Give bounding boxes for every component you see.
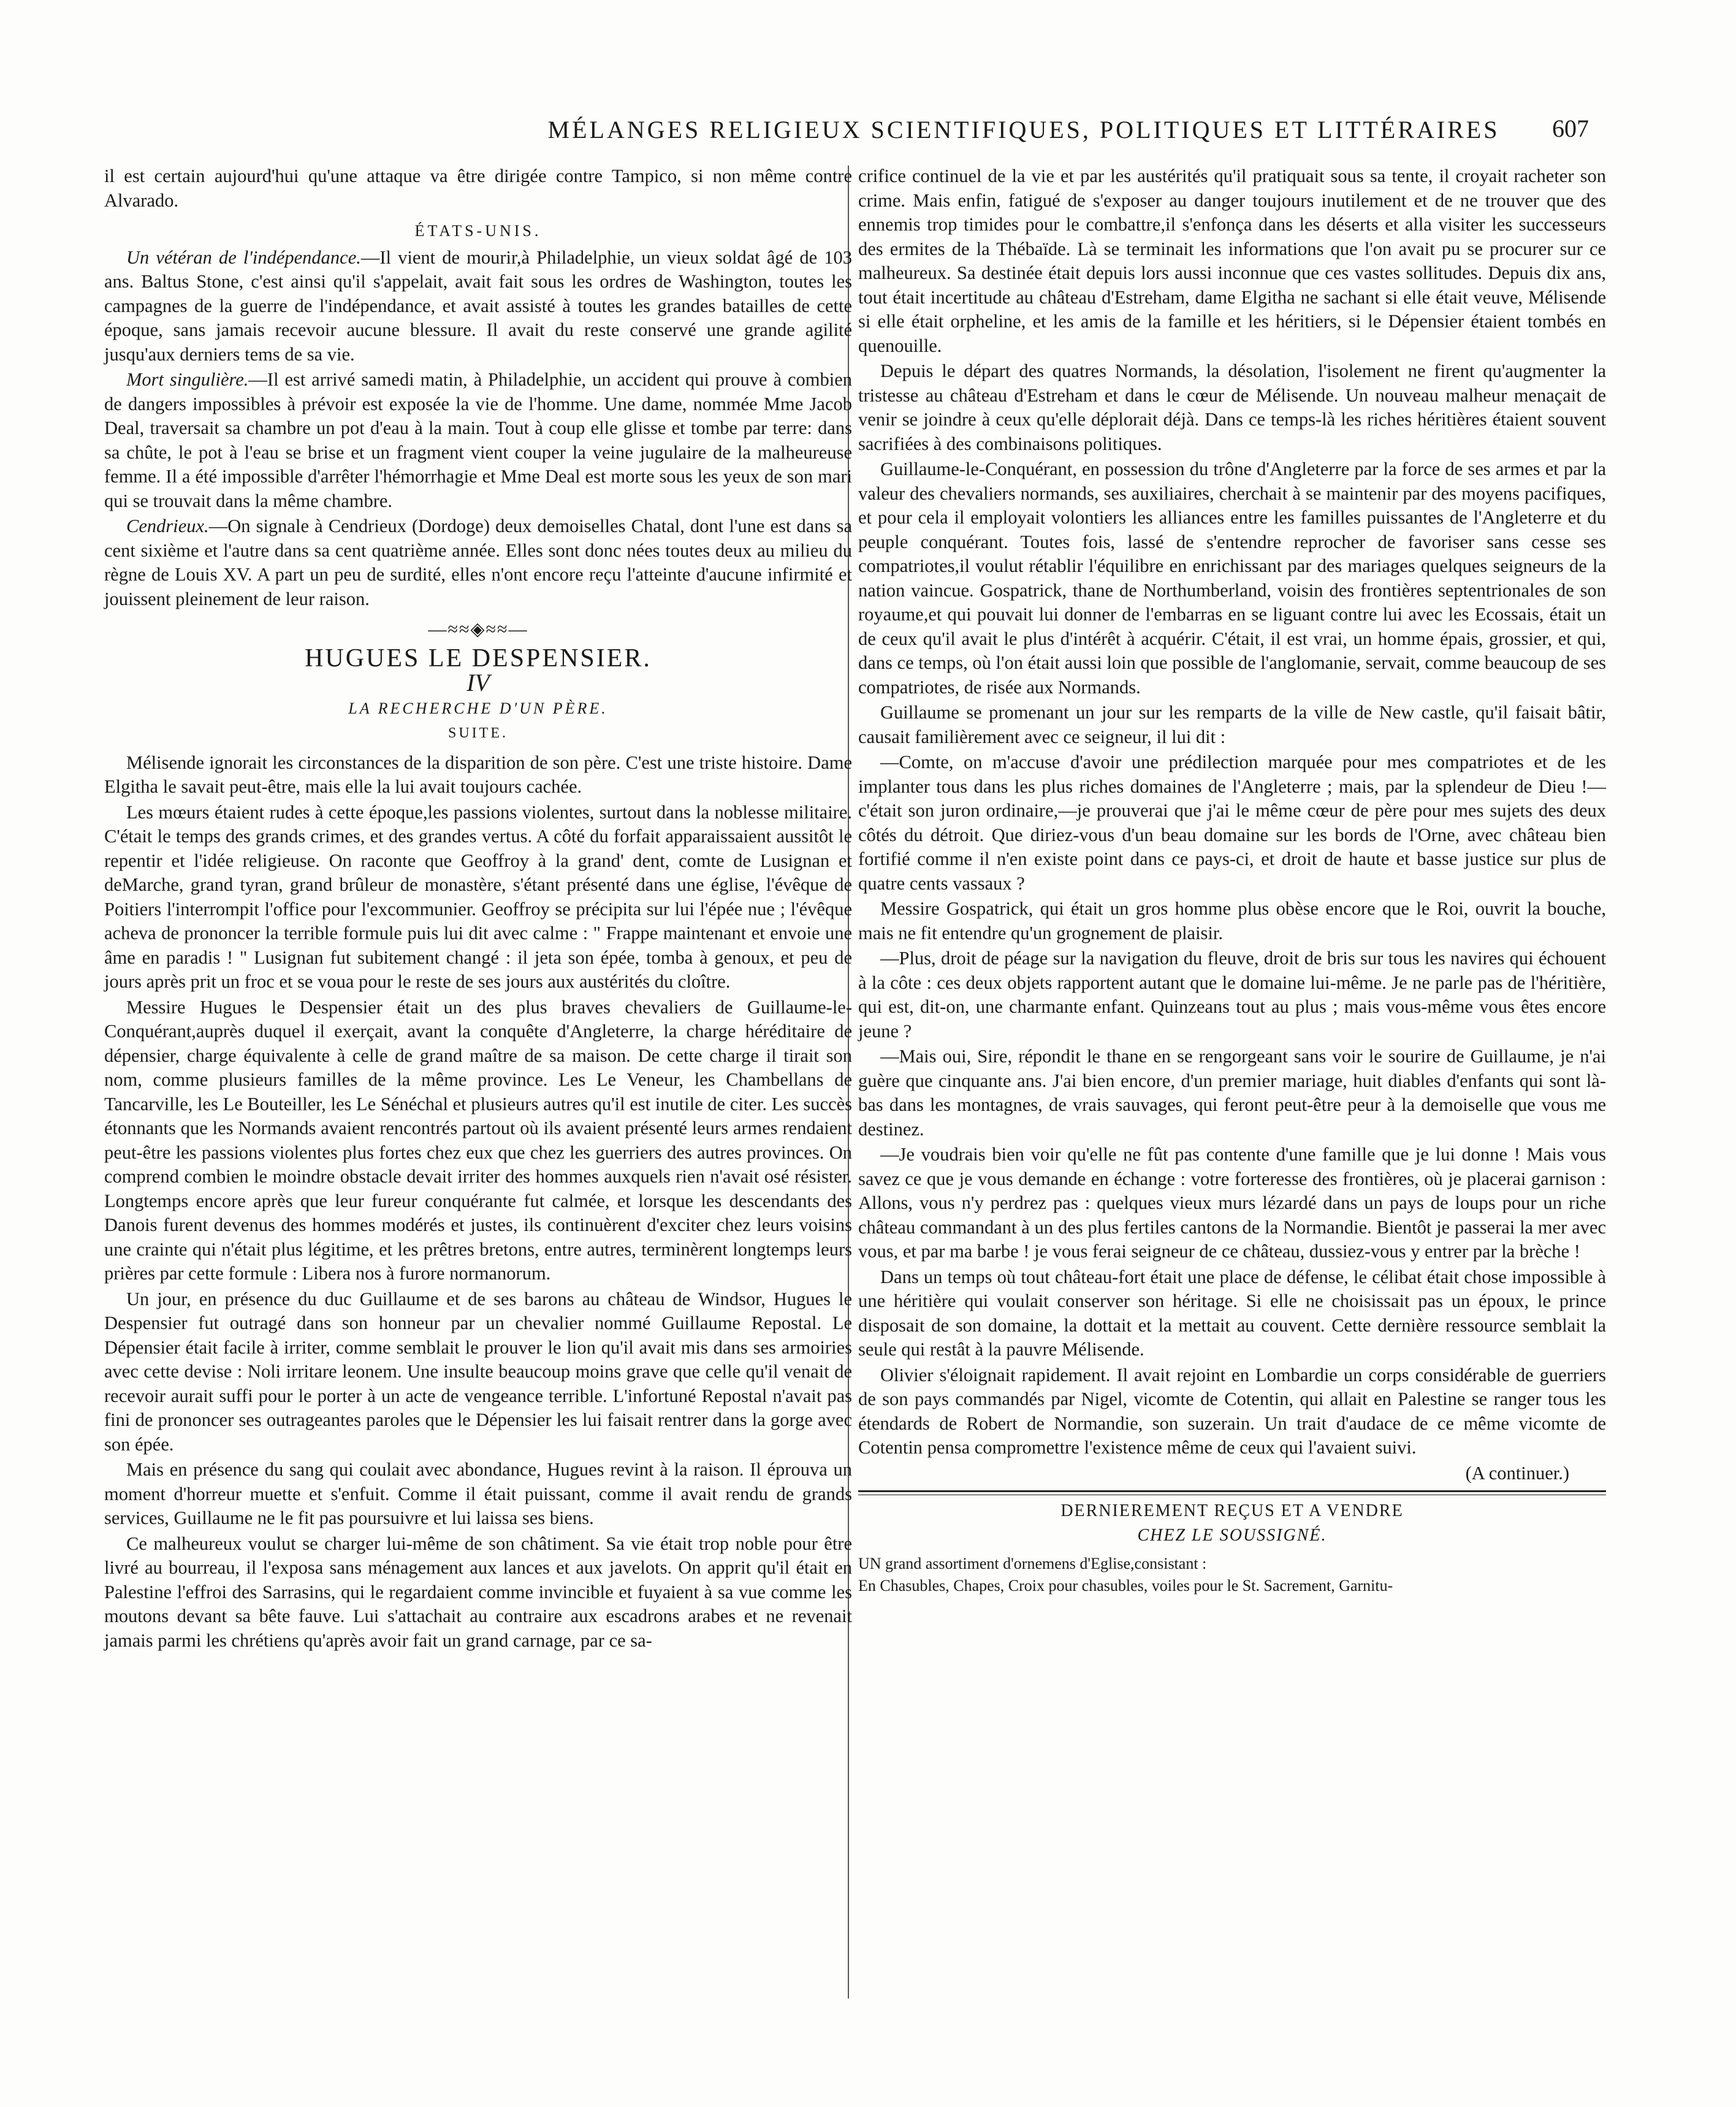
news-body-death: —Il est arrivé samedi matin, à Philadelphie, un accident qui prouve à combien de dangers impossibles à prévoir est exposée la vie de l'homme. Une dame, nommée Mme Jacob Deal, traversait sa chambre un pot d'eau à la main. Tout à coup elle glisse et tombe par terre: dans sa chûte, le pot à l'eau se brise et un fragment vient couper la veine jugulaire de la malheureuse femme. Il a été impossible d'arrêter l'hémorrhagie et Mme Deal est morte sous les yeux de son mari qui se trouvait dans la même chambre. — [104, 369, 852, 511]
story-paragraph: —Mais oui, Sire, répondit le thane en se rengorgeant sans voir le sourire de Guillaume, je n'ai guère que cinquante ans. J'ai bien encore, d'un premier mariage, huit diables d'enfants qui sont là-bas dans les montagnes, de vrais sauvages, qui feront peut-être peur à la demoiselle que vous me destinez. — [858, 1046, 1606, 1140]
advertisement-heading: DERNIEREMENT REÇUS ET A VENDRE — [1060, 1501, 1404, 1520]
story-paragraph: Guillaume-le-Conquérant, en possession du trône d'Angleterre par la force de ses armes et par la valeur des chevaliers normands, ses auxiliaires, cherchait à se maintenir par des moyens pacifiques, et pour cela il employait volontiers les alliances entre les familles puissantes de l'Angleterre et du peuple conquérant. Toutes fois, lassé de s'entendre reprocher de favoriser sans cesse ses compatriotes,il voulut rétablir l'équilibre en enrichissant par des mariages quelques seigneurs de la nation vaincue. Gospatrick, thane de Northumberland, voisin des frontières septentrionales de son royaume,et qui pouvait lui donner de l'embarras en se liguant contre lui avec les Ecossais, était un de ceux qu'il avait le plus d'intérêt à acquérir. C'était, il est vrai, un homme épais, grossier, et qui, dans ce temps, où l'on était aussi loin que possible de l'anglomanie, servait, comme beaucoup de ses compatriotes, de risée aux Normands. — [858, 459, 1606, 698]
page-header-title: MÉLANGES RELIGIEUX SCIENTIFIQUES, POLITIQUES ET LITTÉRAIRES — [547, 116, 1500, 143]
news-item-death — [104, 368, 852, 513]
story-chapter: IV — [466, 669, 490, 696]
story-title: HUGUES LE DESPENSIER. — [305, 644, 652, 672]
story-subtitle: LA RECHERCHE D'UN PÈRE. — [348, 699, 608, 717]
ornament-divider: —≈≈◈≈≈— — [428, 619, 528, 639]
advertisement-subheading: CHEZ LE SOUSSIGNÉ. — [1137, 1525, 1327, 1545]
story-paragraph: Les mœurs étaient rudes à cette époque,les passions violentes, surtout dans la noblesse militaire. C'était le temps des grands crimes, et des grandes vertus. A côté du forfait apparaissaient aussitôt le repentir et l'idée religieuse. On raconte que Geoffroy à la grand' dent, comte de Lusignan et deMarche, grand tyran, grand brûleur de monastère, s'étant présenté dans une église, l'évêque de Poitiers l'interrompit l'office pour l'excommunier. Geoffroy se précipita sur lui l'épée nue ; l'évêque acheva de prononcer la terrible formule puis lui dit avec calme : " Frappe maintenant et envoie une âme en paradis ! " Lusignan fut subitement changé : il jeta son épée, tomba à genoux, et peu de jours après prit un froc et se voua pour le reste de ses jours aux austérités du cloître. — [104, 801, 852, 992]
right-column — [858, 164, 1606, 1598]
section-heading-us: ÉTATS-UNIS. — [414, 222, 542, 240]
intro-paragraph: il est certain aujourd'hui qu'une attaque va être dirigée contre Tampico, si non même contre Alvarado. — [104, 166, 852, 211]
advertisement-line: UN grand assortiment d'ornemens d'Eglise,consistant : — [858, 1555, 1207, 1572]
news-item-veteran — [104, 246, 852, 367]
story-paragraph: Guillaume se promenant un jour sur les remparts de la ville de New castle, qu'il faisait bâtir, causait familièrement avec ce seigneur, il lui dit : — [858, 702, 1606, 747]
left-column — [104, 164, 852, 1654]
news-lead-death: Mort singulière. — [126, 369, 249, 390]
to-be-continued: (A continuer.) — [1465, 1462, 1569, 1484]
news-lead-cendrieux: Cendrieux. — [126, 516, 209, 536]
news-body-cendrieux: —On signale à Cendrieux (Dordoge) deux demoiselles Chatal, dont l'une est dans sa cent sixième et l'autre dans sa cent quatrième année. Elles sont donc nées toutes deux au milieu du règne de Louis XV. A part un peu de surdité, elles n'ont encore reçu l'atteinte d'aucune infirmité et jouissent pleinement de leur raison. — [104, 516, 852, 609]
story-paragraph: Depuis le départ des quatres Normands, la désolation, l'isolement ne firent qu'augmenter la tristesse au château d'Estreham et dans le cœur de Mélisende. Un nouveau malheur menaçait de venir se joindre à ceux qu'elle déplorait déjà. Dans ce temps-là les riches héritières étaient souvent sacrifiées à des combinaisons politiques. — [858, 360, 1606, 454]
story-paragraph: —Comte, on m'accuse d'avoir une prédilection marquée pour mes compatriotes et de les implanter tous dans les plus riches domaines de l'Angleterre ; mais, par la splendeur de Dieu !—c'était son juron ordinaire,—je prouverai que j'ai le même cœur de père pour mes sujets des deux côtés du détroit. Que diriez-vous d'un beau domaine sur les bords de l'Orne, avec château bien fortifié comme il n'en existe point dans ce pays-ci, et droit de haute et basse justice sur plus de quatre cents vassaux ? — [858, 752, 1606, 894]
story-paragraph: Mais en présence du sang qui coulait avec abondance, Hugues revint à la raison. Il éprouva un moment d'horreur muette et s'enfuit. Comme il était puissant, comme il avait rendu de grands services, Guillaume ne le fit pas poursuivre et lui laissa ses biens. — [104, 1459, 852, 1528]
advertisement-line: En Chasubles, Chapes, Croix pour chasubles, voiles pour le St. Sacrement, Garnitu- — [858, 1577, 1393, 1595]
story-paragraph: —Je voudrais bien voir qu'elle ne fût pas contente d'une famille que je lui donne ! Mais vous savez ce que je vous demande en échange : votre forteresse des frontières, où je placerai garnison : Allons, vous n'y perdrez pas : quelques vieux murs lézardé dans un pays de loups pour un riche château commandant à un des plus fertiles cantons de la Normandie. Bientôt je passerai la mer avec vous, et par ma barbe ! je vous ferai seigneur de ce château, dussiez-vous y entrer par la brèche ! — [858, 1144, 1606, 1262]
story-paragraph: Mélisende ignorait les circonstances de la disparition de son père. C'est une triste histoire. Dame Elgitha le savait peut-être, mais elle la lui avait toujours cachée. — [104, 752, 852, 797]
story-paragraph: Dans un temps où tout château-fort était une place de défense, le célibat était chose impossible à une héritière qui voulait conserver son héritage. Si elle ne choisissait pas un époux, le prince disposait de son domaine, la dottait et la mettait au couvent. Cette dernière ressource semblait la seule qui restât à la pauvre Mélisende. — [858, 1266, 1606, 1360]
news-body-veteran: —Il vient de mourir,à Philadelphie, un vieux soldat âgé de 103 ans. Baltus Stone, c'est ainsi qu'il s'appelait, avait fait sous les ordres de Washington, toutes les campagnes de la guerre de l'indépendance, et avait assisté à toutes les grandes batailles de cette époque, sans jamais recevoir aucune blessure. Il avait du reste conservé une grande agilité jusqu'aux derniers tems de sa vie. — [104, 246, 852, 365]
story-paragraph: crifice continuel de la vie et par les austérités qu'il pratiquait sous sa tente, il croyait racheter son crime. Mais enfin, fatigué de s'exposer au danger toujours inutilement et de ne trouver que des ennemis trop timides pour le combattre,il s'enfonça dans les déserts et alla visiter les successeurs des ermites de la Thébaïde. Là se terminait les informations que l'on avait pu se procurer sur ce malheureux. Sa destinée était depuis lors aussi inconnue que ces vastes sollitudes. Depuis dix ans, tout était incertitude au château d'Estreham, dame Elgitha ne sachant si elle était veuve, Mélisende si elle était orpheline, et les amis de la famille et les héritiers, si le Dépensier étaient tombés en quenouille. — [858, 166, 1606, 356]
story-paragraph: Olivier s'éloignait rapidement. Il avait rejoint en Lombardie un corps considérable de guerriers de son pays commandés par Nigel, vicomte de Cotentin, qui allait en Palestine se ranger tous les étendards de Robert de Normandie, son suzerain. Un trait d'audace de ce même vicomte de Cotentin pensa compromettre l'existence même de ceux qui l'avaient suivi. — [858, 1364, 1606, 1458]
news-lead-veteran: Un vétéran de l'indépendance. — [126, 246, 361, 268]
story-paragraph: —Plus, droit de péage sur la navigation du fleuve, droit de bris sur tous les navires qui échouent à la côte : ces deux objets rapportent autant que le domaine lui-même. Je ne parle pas de l'héritière, qui est, dit-on, une charmante enfant. Quinzeans tout au plus ; mais vous-même vous êtes encore jeune ? — [858, 948, 1606, 1042]
page-number: 607 — [1552, 115, 1589, 142]
article-end-rule — [858, 1490, 1606, 1495]
story-suite: SUITE. — [448, 725, 508, 741]
story-paragraph: Messire Hugues le Despensier était un des plus braves chevaliers de Guillaume-le-Conquérant,auprès duquel il exerçait, avant la conquête d'Angleterre, la charge héréditaire de dépensier, charge équivalente à celle de grand maître de sa maison. De cette charge il tirait son nom, comme plusieurs familles de la même province. Les Le Veneur, les Chambellans de Tancarville, les Le Bouteiller, les Le Sénéchal et plusieurs autres qu'il est inutile de citer. Les succès étonnants que les Normands avaient rencontrés partout où ils avaient présenté leurs armes rendaient peut-être les passions violentes plus fortes chez eux que chez les guerriers des autres provinces. On comprend combien le moindre obstacle devait irriter des hommes auxquels rien n'avait osé résister. Longtemps encore après que leur fureur conquérante fut calmée, et lorsque les descendants des Danois furent devenus des hommes modérés et justes, ils continuèrent d'exciter chez leurs voisins une crainte qui n'était plus légitime, et les prêtres bretons, entre autres, terminèrent longtemps leurs prières par cette formule : Libera nos à furore normanorum. — [104, 996, 852, 1284]
story-paragraph: Messire Gospatrick, qui était un gros homme plus obèse encore que le Roi, ouvrit la bouche, mais ne fit entendre qu'un grognement de plaisir. — [858, 898, 1606, 943]
story-paragraph: Un jour, en présence du duc Guillaume et de ses barons au château de Windsor, Hugues le Despensier fut outragé dans son honneur par un chevalier nommé Guillaume Repostal. Le Dépensier était facile à irriter, comme semblait le prouver le lion qu'il avait mis dans ses armoiries avec cette devise : Noli irritare leonem. Une insulte beaucoup moins grave que celle qu'il venait de recevoir aurait suffi pour le porter à un acte de vengeance terrible. L'infortuné Repostal n'avait pas fini de prononcer ses outrageantes paroles que le Dépensier les lui faisait rentrer dans la gorge avec son épée. — [104, 1288, 852, 1455]
story-paragraph: Ce malheureux voulut se charger lui-même de son châtiment. Sa vie était trop noble pour être livré au bourreau, il l'exposa sans ménagement aux lances et aux javelots. On apprit qu'il était en Palestine l'effroi des Sarrasins, qui le regardaient comme invincible et fuyaient à sa vue comme les moutons devant sa bête fauve. Lui s'attachait au contraire aux escadrons arabes et ne revenait jamais parmi les chrétiens qu'après avoir fait un grand carnage, par ce sa- — [104, 1533, 852, 1651]
news-item-cendrieux — [104, 514, 852, 611]
